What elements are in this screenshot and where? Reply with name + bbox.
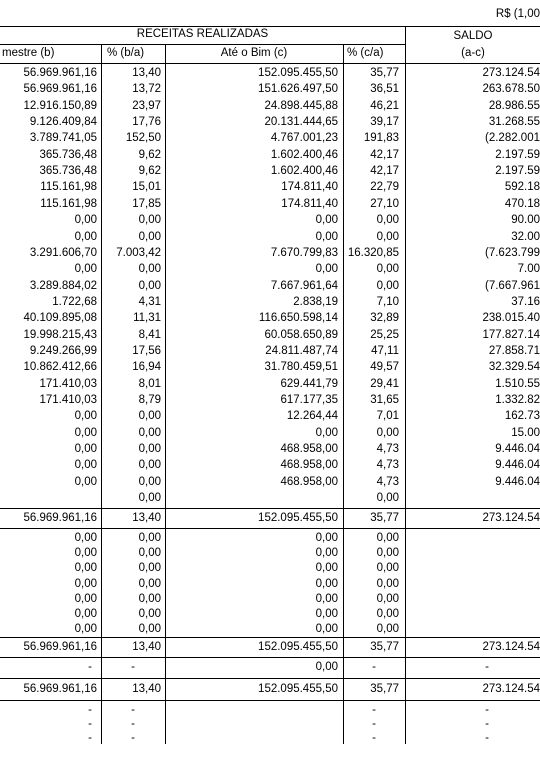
table-cell: 9.249.266,99 (29, 344, 97, 357)
table-cell: 7.003,42 (116, 246, 161, 259)
table-cell: 0,00 (138, 608, 161, 620)
table-cell: 0,00 (376, 562, 399, 575)
table-cell: 0,00 (315, 263, 338, 276)
table-cell: 42,17 (370, 165, 399, 178)
table-cell: - (131, 732, 135, 744)
table-cell: (7.667.961 (485, 279, 540, 292)
rule (0, 508, 540, 509)
table-cell: 29,41 (370, 377, 399, 390)
table-cell: 60.058.650,89 (264, 328, 338, 341)
table-cell: 24.898.445,88 (264, 99, 338, 112)
table-cell: 0,00 (376, 608, 399, 620)
table-cell: 162.73 (504, 410, 540, 423)
table-cell: 1.602.400,46 (270, 148, 338, 161)
table-cell: 25,25 (370, 328, 399, 341)
table-cell: 56.969.961,16 (23, 67, 97, 79)
saldo-ac-header: (a-c) (461, 47, 485, 59)
table-cell: 0,00 (315, 623, 338, 636)
table-cell: 273.124.54 (482, 512, 540, 524)
table-cell: 0,00 (376, 492, 399, 505)
table-cell: - (485, 704, 489, 716)
table-cell: 0,00 (138, 532, 161, 544)
table-cell: 468.958,00 (280, 459, 338, 472)
rule (0, 657, 540, 658)
table-cell: 0,00 (376, 426, 399, 439)
saldo-header: SALDO (453, 30, 493, 42)
table-cell: 0,00 (138, 475, 161, 488)
table-cell: 116.650.598,14 (258, 312, 338, 325)
table-cell: 0,00 (74, 443, 97, 456)
table-cell: 15,01 (132, 181, 161, 194)
table-cell: 0,00 (376, 214, 399, 227)
table-cell: 0,00 (376, 623, 399, 636)
table-cell: - (485, 732, 489, 744)
table-cell: 42,17 (370, 148, 399, 161)
table-cell: 27.858.71 (488, 344, 540, 357)
table-cell: 0,00 (74, 577, 97, 590)
table-cell: 174.811,40 (281, 181, 338, 194)
table-cell: 7.667.961,64 (270, 279, 338, 292)
table-cell: 7.670.799,83 (270, 246, 338, 259)
table-cell: 0,00 (376, 547, 399, 560)
table-cell: 1.510.55 (495, 377, 540, 390)
rule (343, 44, 344, 744)
table-cell: 365.736,48 (39, 148, 97, 161)
table-cell: 115.161,98 (40, 181, 97, 194)
table-cell: 174.811,40 (281, 197, 338, 210)
table-cell: 13,40 (132, 512, 161, 524)
table-cell: 0,00 (74, 230, 97, 243)
table-cell: 20.131.444,65 (264, 116, 338, 129)
table-cell: 17,56 (132, 344, 161, 357)
rule (0, 678, 540, 679)
table-cell: 0,00 (376, 279, 399, 292)
table-cell: 0,00 (138, 230, 161, 243)
table-cell: - (88, 732, 92, 744)
rule (0, 63, 540, 64)
table-cell: 37.16 (511, 295, 540, 308)
table-cell: 0,00 (138, 547, 161, 560)
table-cell: 36,51 (370, 83, 399, 96)
table-cell: 0,00 (315, 532, 338, 544)
table-cell: 0,00 (376, 230, 399, 243)
table-cell: 13,40 (132, 641, 161, 653)
table-cell: 152.095.455,50 (258, 641, 338, 653)
table-cell: 2.838,19 (293, 295, 338, 308)
table-cell: 177.827.14 (482, 328, 540, 341)
table-cell: 35,77 (370, 67, 399, 79)
pct-ca-header: % (c/a) (347, 47, 384, 59)
table-cell: 32.00 (511, 230, 540, 243)
table-cell: 0,00 (138, 443, 161, 456)
table-cell: 0,00 (138, 623, 161, 636)
table-cell: 46,21 (370, 99, 399, 112)
table-cell: 24.811.487,74 (265, 344, 338, 357)
table-cell: 47,11 (371, 344, 399, 357)
table-cell: - (131, 661, 135, 673)
table-cell: 0,00 (138, 410, 161, 423)
table-cell: 17,76 (132, 116, 161, 129)
table-cell: 35,77 (370, 641, 399, 653)
table-cell: 0,00 (138, 263, 161, 276)
table-cell: 470.18 (504, 197, 540, 210)
table-cell: - (131, 718, 135, 730)
table-cell: 0,00 (138, 214, 161, 227)
table-cell: 35,77 (370, 683, 399, 695)
table-cell: - (485, 718, 489, 730)
table-cell: - (88, 704, 92, 716)
table-cell: 13,40 (132, 683, 161, 695)
table-cell: 32.329.54 (488, 361, 540, 374)
table-cell: 0,00 (315, 547, 338, 560)
table-cell: 0,00 (315, 608, 338, 620)
table-cell: 9.126.409,84 (29, 116, 97, 129)
table-cell: 4,73 (376, 443, 399, 456)
table-cell: 31.268.55 (488, 116, 540, 129)
table-cell: - (131, 704, 135, 716)
table-cell: 4,73 (376, 459, 399, 472)
table-cell: 0,00 (74, 410, 97, 423)
table-cell: 56.969.961,16 (23, 83, 97, 96)
table-cell: 0,00 (376, 532, 399, 544)
table-cell: - (485, 661, 489, 673)
table-cell: 8,41 (138, 328, 161, 341)
bimestre-header: mestre (b) (2, 47, 55, 59)
table-cell: 0,00 (315, 592, 338, 605)
table-cell: 3.289.884,02 (29, 279, 97, 292)
table-cell: 115.161,98 (40, 197, 97, 210)
table-cell: 0,00 (74, 532, 97, 544)
table-cell: - (372, 661, 376, 673)
table-cell: 40.109.895,08 (23, 312, 97, 325)
table-cell: 0,00 (138, 592, 161, 605)
table-cell: 32,89 (370, 312, 399, 325)
table-cell: 15.00 (511, 426, 540, 439)
table-cell: 7,01 (376, 410, 399, 423)
table-cell: 0,00 (376, 592, 399, 605)
table-cell: 8,01 (138, 377, 161, 390)
table-cell: 0,00 (74, 214, 97, 227)
table-cell: 31.780.459,51 (264, 361, 338, 374)
table-cell: 35,77 (370, 512, 399, 524)
table-cell: 152.095.455,50 (258, 512, 338, 524)
table-cell: 11,31 (133, 312, 161, 325)
table-cell: 468.958,00 (280, 443, 338, 456)
table-cell: 0,00 (138, 426, 161, 439)
table-cell: 592.18 (504, 181, 540, 194)
table-cell: - (88, 661, 92, 673)
table-cell: 0,00 (138, 492, 161, 505)
table-cell: 152.095.455,50 (258, 683, 338, 695)
table-cell: 39,17 (370, 116, 399, 129)
table-cell: 0,00 (74, 592, 97, 605)
table-cell: 0,00 (315, 562, 338, 575)
table-cell: 273.124.54 (482, 67, 540, 79)
table-cell: 0,00 (138, 279, 161, 292)
table-cell: 13,40 (132, 67, 161, 79)
table-cell: 17,85 (132, 197, 161, 210)
table-cell: 56.969.961,16 (23, 683, 97, 695)
table-cell: 4.767.001,23 (270, 132, 338, 145)
table-cell: 1.602.400,46 (270, 165, 338, 178)
table-cell: 152.095.455,50 (258, 67, 338, 79)
table-cell: 12.264,44 (286, 410, 338, 423)
table-cell: 0,00 (376, 263, 399, 276)
rule (0, 528, 540, 529)
table-cell: (2.282.001 (485, 132, 540, 145)
table-cell: 238.015.40 (482, 312, 540, 325)
table-cell: 0,00 (74, 608, 97, 620)
rule (405, 26, 406, 744)
table-cell: 7,10 (376, 295, 399, 308)
table-cell: 0,00 (315, 426, 338, 439)
table-cell: 0,00 (74, 547, 97, 560)
ate-bim-header: Até o Bim (c) (220, 47, 288, 59)
table-cell: 0,00 (74, 426, 97, 439)
table-cell: 16.320,85 (347, 246, 399, 259)
table-cell: 0,00 (315, 577, 338, 590)
table-cell: 365.736,48 (39, 165, 97, 178)
table-cell: (7.623.799 (485, 246, 540, 259)
table-cell: 617.177,35 (280, 394, 338, 406)
table-cell: 4,31 (138, 295, 161, 308)
table-cell: 191,83 (363, 132, 399, 145)
table-cell: 1.722,68 (52, 295, 97, 308)
table-cell: 171.410,03 (39, 377, 97, 390)
rule (0, 26, 540, 27)
table-cell: 9,62 (138, 148, 161, 161)
table-cell: - (88, 718, 92, 730)
table-cell: 9.446.04 (495, 475, 540, 488)
table-cell: 0,00 (74, 475, 97, 488)
table-cell: 56.969.961,16 (23, 641, 97, 653)
table-cell: 10.862.412,66 (23, 361, 97, 374)
table-cell: 31,65 (370, 394, 399, 406)
table-cell: 7.00 (517, 263, 540, 276)
rule (165, 44, 166, 744)
table-cell: 0,00 (138, 577, 161, 590)
table-cell: - (372, 704, 376, 716)
rule (0, 700, 540, 701)
table-cell: 28.986.55 (488, 99, 540, 112)
table-cell: 263.678.50 (482, 83, 540, 96)
table-cell: 9.446.04 (495, 459, 540, 472)
table-cell: 9.446.04 (495, 443, 540, 456)
table-cell: 0,00 (74, 562, 97, 575)
table-cell: 0,00 (376, 577, 399, 590)
table-cell: 0,00 (315, 661, 338, 673)
table-cell: 0,00 (315, 230, 338, 243)
table-cell: 27,10 (370, 197, 399, 210)
receitas-realizadas-header: RECEITAS REALIZADAS (136, 28, 269, 40)
table-cell: 0,00 (74, 263, 97, 276)
table-cell: 3.789.741,05 (29, 132, 97, 145)
table-cell: 16,94 (132, 361, 161, 374)
table-cell: 171.410,03 (39, 394, 97, 406)
table-cell: 90.00 (511, 214, 540, 227)
table-cell: 0,00 (74, 459, 97, 472)
table-cell: - (372, 732, 376, 744)
table-cell: 8,79 (138, 394, 161, 406)
table-cell: 151.626.497,50 (258, 83, 338, 96)
table-cell: 19.998.215,43 (23, 328, 97, 341)
table-cell: 0,00 (138, 459, 161, 472)
table-cell: 23,97 (132, 99, 161, 112)
table-cell: 152,50 (125, 132, 161, 145)
table-cell: 12.916.150,89 (23, 99, 97, 112)
table-cell: 1.332.82 (495, 394, 540, 406)
table-cell: 56.969.961,16 (23, 512, 97, 524)
table-cell: 4,73 (376, 475, 399, 488)
table-cell: 3.291.606,70 (29, 246, 97, 259)
table-cell: 273.124.54 (482, 641, 540, 653)
table-cell: 22,79 (370, 181, 399, 194)
table-cell: - (372, 718, 376, 730)
table-cell: 0,00 (315, 214, 338, 227)
rule (0, 44, 405, 45)
table-cell: 0,00 (138, 562, 161, 575)
table-cell: 468.958,00 (280, 475, 338, 488)
table-cell: 273.124.54 (482, 683, 540, 695)
table-cell: 2.197.59 (495, 148, 540, 161)
currency-note: R$ (1,00 (495, 8, 540, 20)
table-cell: 629.441,79 (280, 377, 338, 390)
pct-ba-header: % (b/a) (107, 47, 145, 59)
table-cell: 9,62 (138, 165, 161, 178)
table-cell: 2.197.59 (495, 165, 540, 178)
table-cell: 49,57 (370, 361, 399, 374)
table-cell: 13,72 (132, 83, 161, 96)
table-cell: 0,00 (74, 623, 97, 636)
rule (101, 44, 102, 744)
